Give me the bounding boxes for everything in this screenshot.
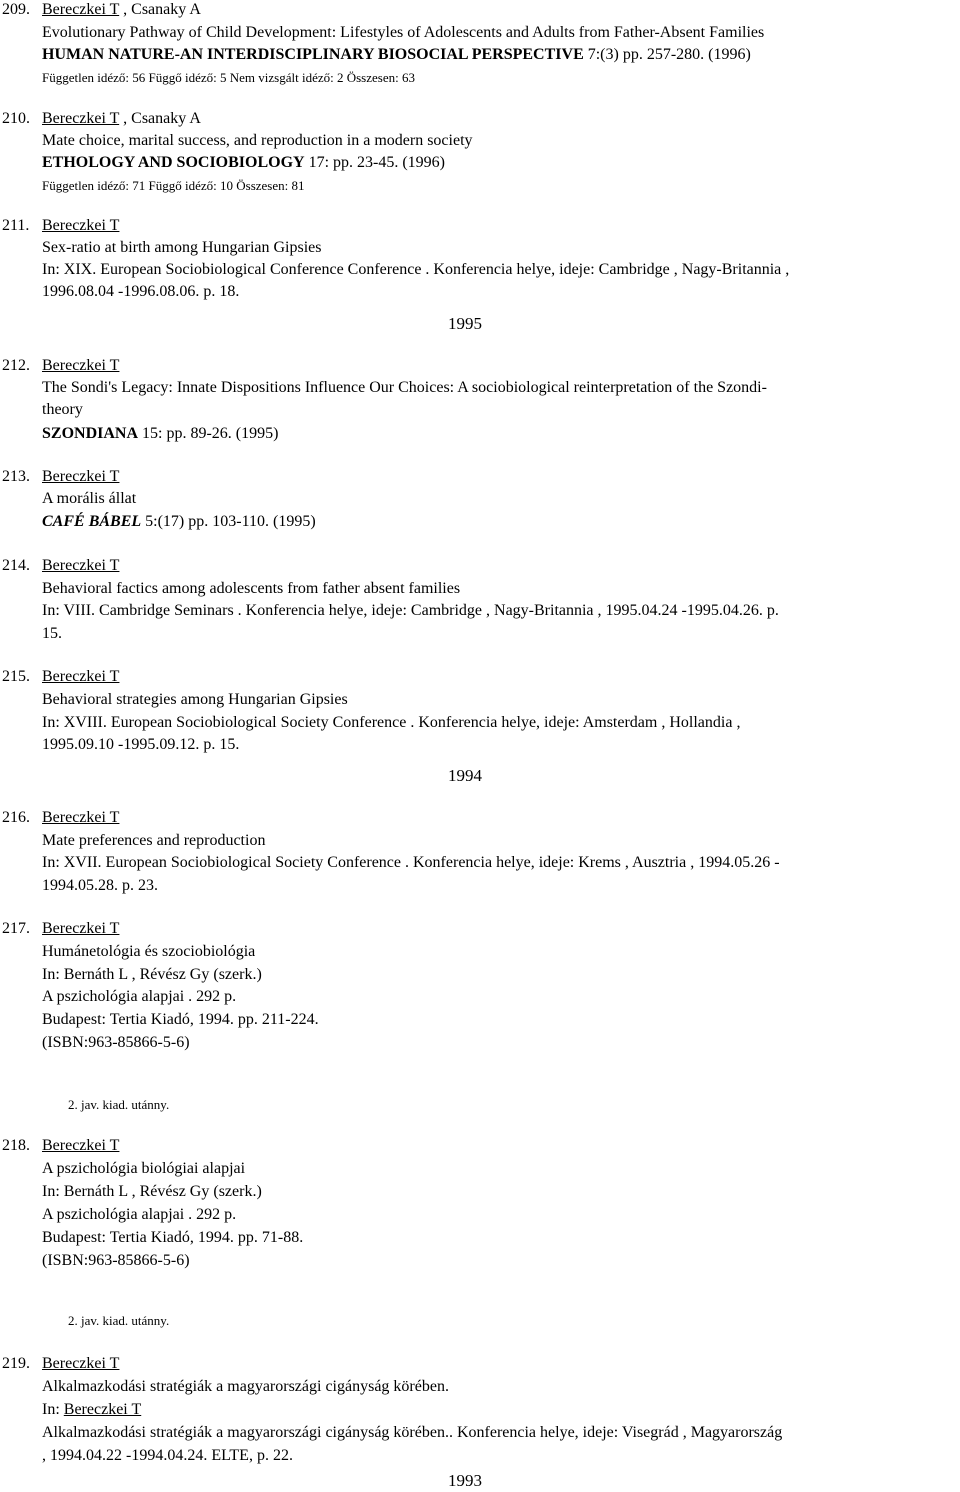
- year-heading-1994: 1994: [448, 766, 482, 785]
- entry-authors: [42, 466, 119, 488]
- entry-number: 218.: [2, 1137, 30, 1154]
- author-link[interactable]: Bereczkei T: [42, 1, 120, 18]
- edition-note: 2. jav. kiad. utánny.: [68, 1097, 170, 1112]
- author-link[interactable]: Bereczkei T: [42, 1137, 120, 1154]
- entry-number: 212.: [2, 357, 30, 374]
- publisher-info: Budapest: Tertia Kiadó, 1994. pp. 71-88.: [42, 1229, 304, 1246]
- conference-info: In: XIX. European Sociobiological Conference Conference . Konferencia helye, ideje: Cambridge , Nagy-Britannia ,: [42, 261, 790, 278]
- year-heading-1993: 1993: [448, 1471, 482, 1490]
- entry-number: 213.: [2, 468, 30, 485]
- journal-name: SZONDIANA: [42, 425, 139, 442]
- conference-info: Alkalmazkodási stratégiák a magyarországi cigányság körében.. Konferencia helye, ideje: Visegrád , Magyarország: [42, 1424, 783, 1441]
- entry-number: 216.: [2, 809, 30, 826]
- journal-name: HUMAN NATURE-AN INTERDISCIPLINARY BIOSOCIAL PERSPECTIVE: [42, 46, 584, 63]
- entry-title: Mate preferences and reproduction: [42, 832, 266, 849]
- entry-authors: [42, 666, 119, 688]
- author-link[interactable]: Bereczkei T: [42, 668, 120, 685]
- entry-title: Humánetológia és szociobiológia: [42, 943, 256, 960]
- entry-number: 211.: [2, 217, 30, 234]
- book-title: A pszichológia alapjai . 292 p.: [42, 1206, 237, 1223]
- entry-title: A morális állat: [42, 490, 137, 507]
- entry-title: Mate choice, marital success, and reproduction in a modern society: [42, 132, 473, 149]
- author-link[interactable]: Bereczkei T: [42, 468, 120, 485]
- in-author-link[interactable]: Bereczkei T: [63, 1401, 142, 1418]
- entry-authors: [42, 1353, 119, 1375]
- entry-authors: [42, 355, 119, 377]
- author-link[interactable]: Bereczkei T: [42, 1355, 120, 1372]
- entry-authors: [42, 1135, 119, 1157]
- conference-info: In: XVII. European Sociobiological Society Conference . Konferencia helye, ideje: Krems , Ausztria , 1994.05.26 -: [42, 854, 780, 871]
- journal-details: 15: pp. 89-26. (1995): [138, 425, 279, 442]
- entry-title: A pszichológia biológiai alapjai: [42, 1160, 246, 1177]
- entry-authors: [42, 555, 119, 577]
- conference-info: In: XVIII. European Sociobiological Society Conference . Konferencia helye, ideje: Amsterdam , Hollandia ,: [42, 714, 741, 731]
- entry-title-cont: theory: [42, 401, 83, 418]
- entry-title: Sex-ratio at birth among Hungarian Gipsies: [42, 239, 322, 256]
- entry-authors: [42, 0, 201, 21]
- book-editors: In: Bernáth L , Révész Gy (szerk.): [42, 966, 262, 983]
- book-editors: In: Bernáth L , Révész Gy (szerk.): [42, 1183, 262, 1200]
- author-link[interactable]: Bereczkei T: [42, 217, 120, 234]
- entry-number: 217.: [2, 920, 30, 937]
- conference-dates: , 1994.04.22 -1994.04.24. ELTE, p. 22.: [42, 1447, 293, 1464]
- entry-authors: [42, 108, 201, 130]
- citation-stats: Független idéző: 71 Függő idéző: 10 Összesen: 81: [42, 178, 305, 193]
- entry-number: 209.: [2, 1, 30, 18]
- conference-dates: 15.: [42, 625, 62, 642]
- author-link[interactable]: Bereczkei T: [42, 809, 120, 826]
- entry-number: 214.: [2, 557, 30, 574]
- conference-info: In: VIII. Cambridge Seminars . Konferencia helye, ideje: Cambridge , Nagy-Britannia , 1995.04.24 -1995.04.26. p.: [42, 602, 779, 619]
- entry-source: [42, 152, 445, 174]
- entry-title: The Sondi's Legacy: Innate Dispositions Influence Our Choices: A sociobiological reinterpretation of the Szondi-: [42, 379, 767, 396]
- in-author-line: [42, 1399, 141, 1421]
- citation-stats: Független idéző: 56 Függő idéző: 5 Nem vizsgált idéző: 2 Összesen: 63: [42, 70, 415, 85]
- entry-number: 219.: [2, 1355, 30, 1372]
- isbn: (ISBN:963-85866-5-6): [42, 1252, 190, 1269]
- journal-details: 17: pp. 23-45. (1996): [304, 154, 446, 171]
- conference-dates: 1994.05.28. p. 23.: [42, 877, 158, 894]
- edition-note: 2. jav. kiad. utánny.: [68, 1313, 170, 1328]
- conference-dates: 1996.08.04 -1996.08.06. p. 18.: [42, 283, 240, 300]
- journal-name: ETHOLOGY AND SOCIOBIOLOGY: [42, 154, 305, 171]
- author-link[interactable]: Bereczkei T: [42, 357, 120, 374]
- year-heading-1995: 1995: [448, 314, 482, 333]
- entry-number: 215.: [2, 668, 30, 685]
- journal-name: CAFÉ BÁBEL: [42, 513, 142, 530]
- journal-details: 5:(17) pp. 103-110. (1995): [141, 513, 316, 530]
- author-link[interactable]: Bereczkei T: [42, 920, 120, 937]
- author-link[interactable]: Bereczkei T: [42, 557, 120, 574]
- entry-source: [42, 511, 316, 533]
- coauthors: , Csanaky A: [119, 110, 201, 127]
- conference-dates: 1995.09.10 -1995.09.12. p. 15.: [42, 736, 240, 753]
- entry-authors: [42, 215, 119, 237]
- coauthors: , Csanaky A: [119, 1, 201, 18]
- entry-number: 210.: [2, 110, 30, 127]
- entry-source: [42, 44, 751, 66]
- isbn: (ISBN:963-85866-5-6): [42, 1034, 190, 1051]
- entry-authors: [42, 918, 119, 940]
- journal-details: 7:(3) pp. 257-280. (1996): [583, 46, 751, 63]
- entry-title: Behavioral factics among adolescents from father absent families: [42, 580, 461, 597]
- entry-authors: [42, 807, 119, 829]
- in-prefix: In:: [42, 1401, 64, 1418]
- entry-title: Evolutionary Pathway of Child Development: Lifestyles of Adolescents and Adults from Father-Absent Families: [42, 24, 765, 41]
- entry-title: Behavioral strategies among Hungarian Gipsies: [42, 691, 348, 708]
- author-link[interactable]: Bereczkei T: [42, 110, 120, 127]
- entry-source: [42, 423, 278, 445]
- book-title: A pszichológia alapjai . 292 p.: [42, 988, 237, 1005]
- publisher-info: Budapest: Tertia Kiadó, 1994. pp. 211-224.: [42, 1011, 319, 1028]
- entry-title: Alkalmazkodási stratégiák a magyarországi cigányság körében.: [42, 1378, 449, 1395]
